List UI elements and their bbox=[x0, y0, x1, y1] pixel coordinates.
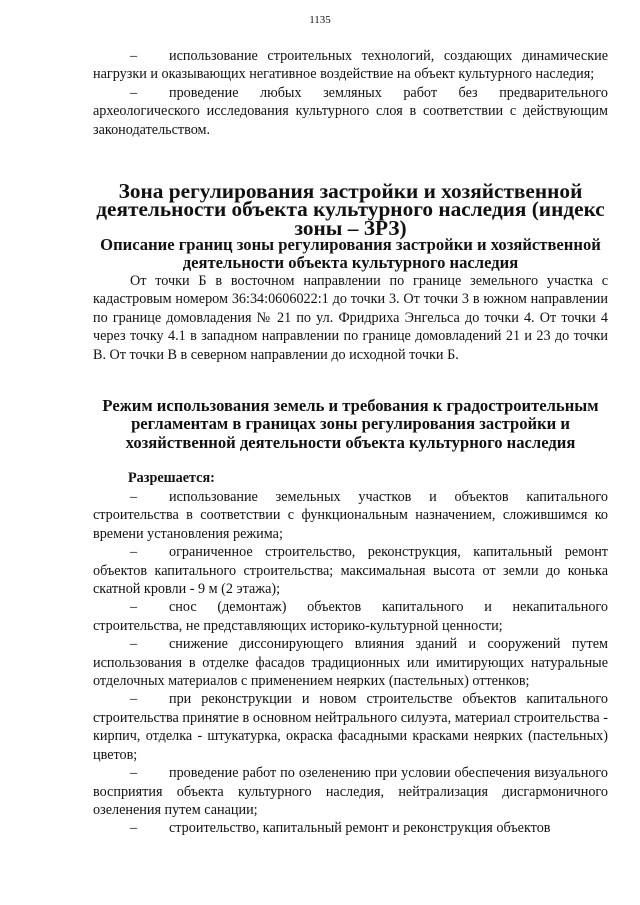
list-dash: – bbox=[130, 544, 138, 561]
zone-title: Зона регулирования застройки и хозяйственной деятельности объекта культурного наследия (индекс зоны – ЗРЗ) bbox=[96, 179, 605, 240]
list-item bbox=[93, 598, 608, 635]
list-item bbox=[93, 84, 608, 139]
regime-title: Режим использования земель и требования к градостроительным регламентам в границах зоны регулирования застройки и хозяйственной деятельности объекта культурного наследия bbox=[102, 396, 599, 452]
list-dash: – bbox=[130, 48, 138, 64]
list-item-text: снос (демонтаж) объектов капитального и некапитального строительства, не представляющих историко-культурной ценности; bbox=[93, 599, 608, 634]
list-item-text: строительство, капитальный ремонт и реконструкция объектов bbox=[169, 820, 551, 837]
list-item-text: проведение любых земляных работ без предварительного археологического исследования культурного слоя в соответствии с действующим законодательством. bbox=[93, 84, 608, 138]
list-item bbox=[93, 488, 608, 543]
list-item bbox=[93, 543, 608, 598]
list-dash: – bbox=[130, 489, 138, 505]
list-item-text: использование земельных участков и объектов капитального строительства в соответствии с функциональным назначением, сложившимся ко времени установления режима; bbox=[93, 489, 608, 542]
list-dash: – bbox=[130, 691, 138, 708]
list-item-text: использование строительных технологий, создающих динамические нагрузки и оказывающих негативное воздействие на объект культурного наследия; bbox=[93, 48, 608, 83]
list-item-text: ограниченное строительство, реконструкция, капитальный ремонт объектов капитального строительства; максимальная высота от земли до конька скатной кровли - 9 м (2 этажа); bbox=[93, 544, 608, 598]
allowed-list bbox=[93, 488, 608, 838]
list-dash: – bbox=[130, 599, 138, 616]
list-item bbox=[93, 819, 608, 837]
boundaries-title: Описание границ зоны регулирования застройки и хозяйственной деятельности объекта культурного наследия bbox=[100, 235, 601, 273]
list-item-text: при реконструкции и новом строительстве объектов капитального строительства принятие в основном нейтрального силуэта, материал строительства - кирпич, отделка - штукатурка, окраска фасадными красками неярких (пастельных) цветов; bbox=[93, 691, 608, 763]
boundaries-text: От точки Б в восточном направлении по границе земельного участка с кадастровым номером 36:34:0606022:1 до точки 3. От точки 3 в южном направлении по границе домовладения № 21 по ул. Фридриха Энгельса до точки 4. От точки 4 через точку 4.1 в западном направлении по границе домовладений 21 и 23 до точки В. От точки В в северном направлении до исходной точки Б. bbox=[93, 273, 608, 363]
boundaries-section bbox=[93, 272, 608, 364]
list-dash: – bbox=[130, 636, 138, 653]
list-dash: – bbox=[130, 765, 138, 782]
list-item-text: снижение диссонирующего влияния зданий и сооружений путем использования в отделке фасадов традиционных или имитирующих натуральные отделочных материалов с применением неярких (пастельных) оттенков; bbox=[93, 636, 608, 690]
allowed-label: Разрешается: bbox=[128, 470, 215, 486]
intro-list bbox=[93, 47, 608, 139]
list-dash: – bbox=[130, 820, 138, 837]
list-item bbox=[93, 764, 608, 819]
page-number: 1135 bbox=[309, 14, 331, 26]
list-item bbox=[93, 47, 608, 84]
list-dash: – bbox=[130, 84, 138, 101]
list-item bbox=[93, 635, 608, 690]
list-item-text: проведение работ по озеленению при условии обеспечения визуального восприятия объекта культурного наследия, нейтрализация дисгармоничного озеленения путем санации; bbox=[93, 765, 608, 818]
list-item bbox=[93, 690, 608, 764]
